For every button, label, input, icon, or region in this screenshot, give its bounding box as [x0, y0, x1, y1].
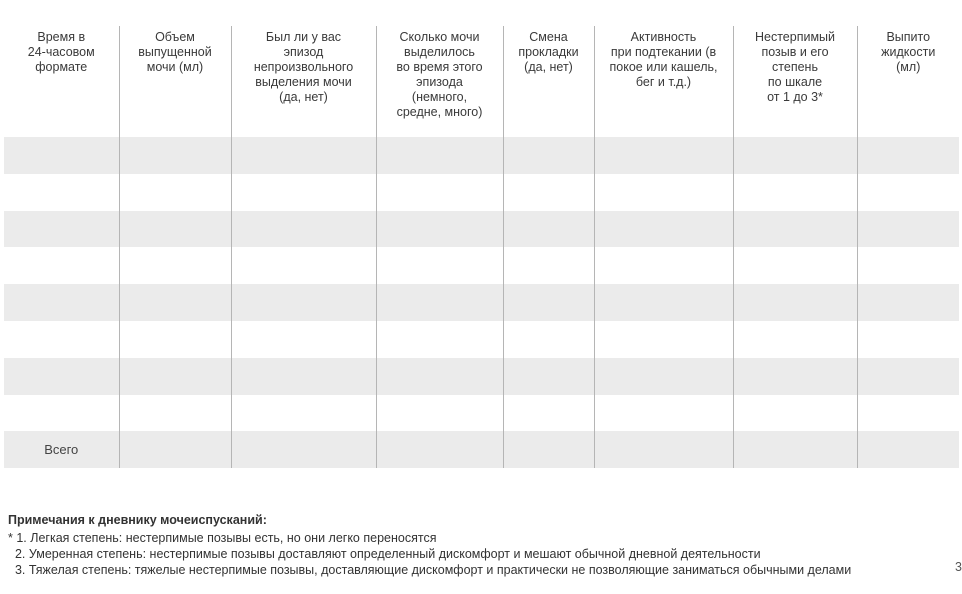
table-cell[interactable] — [119, 137, 231, 174]
table-row — [4, 247, 959, 284]
table-cell[interactable] — [119, 431, 231, 468]
table-cell[interactable] — [376, 284, 503, 321]
table-cell[interactable] — [857, 395, 959, 432]
table-cell[interactable] — [376, 247, 503, 284]
table-cell[interactable] — [857, 431, 959, 468]
table-cell[interactable] — [231, 395, 376, 432]
table-cell[interactable] — [4, 321, 119, 358]
table-cell[interactable] — [4, 395, 119, 432]
table-cell[interactable] — [376, 174, 503, 211]
notes-title: Примечания к дневнику мочеиспусканий: — [8, 513, 267, 527]
note-item-moderate: 2. Умеренная степень: нестерпимые позывы доставляют определенный дискомфорт и мешают обычной дневной деятельности — [8, 547, 761, 561]
table-cell[interactable] — [119, 174, 231, 211]
table-cell[interactable] — [231, 211, 376, 248]
table-cell[interactable] — [376, 431, 503, 468]
diary-notes — [8, 512, 851, 578]
table-cell[interactable] — [119, 395, 231, 432]
table-row — [4, 358, 959, 395]
header-activity: Активность при подтекании (в покое или кашель, бег и т.д.) — [594, 26, 733, 137]
table-cell[interactable] — [594, 395, 733, 432]
header-fluid-intake: Выпито жидкости (мл) — [857, 26, 959, 137]
header-urgency: Нестерпимый позыв и его степень по шкале от 1 до 3* — [733, 26, 857, 137]
table-cell[interactable] — [857, 321, 959, 358]
table-cell[interactable] — [857, 358, 959, 395]
table-cell[interactable] — [503, 247, 594, 284]
table-cell[interactable] — [4, 211, 119, 248]
table-cell[interactable] — [503, 358, 594, 395]
table-cell[interactable] — [503, 137, 594, 174]
table-row — [4, 137, 959, 174]
table-cell[interactable] — [503, 284, 594, 321]
table-cell[interactable] — [4, 137, 119, 174]
table-cell[interactable] — [594, 137, 733, 174]
table-cell[interactable] — [594, 431, 733, 468]
table-cell[interactable] — [376, 321, 503, 358]
table-cell[interactable] — [857, 137, 959, 174]
table-cell[interactable] — [733, 321, 857, 358]
table-cell[interactable] — [733, 431, 857, 468]
table-cell[interactable] — [733, 247, 857, 284]
table-cell[interactable] — [231, 431, 376, 468]
table-cell[interactable] — [857, 284, 959, 321]
table-cell[interactable] — [594, 284, 733, 321]
voiding-diary-table — [4, 26, 959, 468]
table-cell[interactable] — [231, 321, 376, 358]
header-urine-volume: Объем выпущенной мочи (мл) — [119, 26, 231, 137]
table-cell[interactable] — [119, 247, 231, 284]
table-cell[interactable] — [733, 395, 857, 432]
table-cell[interactable] — [119, 321, 231, 358]
table-cell[interactable] — [231, 137, 376, 174]
header-leak-amount: Сколько мочи выделилось во время этого эпизода (немного, средне, много) — [376, 26, 503, 137]
table-row — [4, 284, 959, 321]
table-cell[interactable] — [857, 174, 959, 211]
table-cell[interactable] — [4, 247, 119, 284]
table-cell[interactable] — [119, 211, 231, 248]
table-cell[interactable] — [231, 358, 376, 395]
table-cell[interactable] — [4, 284, 119, 321]
table-cell[interactable] — [503, 431, 594, 468]
table-cell[interactable] — [119, 358, 231, 395]
note-item-mild: * 1. Легкая степень: нестерпимые позывы есть, но они легко переносятся — [8, 531, 437, 545]
table-cell[interactable] — [733, 358, 857, 395]
table-cell[interactable] — [503, 174, 594, 211]
table-cell[interactable] — [4, 358, 119, 395]
table-cell[interactable] — [376, 211, 503, 248]
table-cell[interactable] — [857, 211, 959, 248]
table-row — [4, 174, 959, 211]
table-cell[interactable] — [733, 284, 857, 321]
table-cell[interactable] — [376, 395, 503, 432]
table-cell[interactable] — [594, 358, 733, 395]
table-cell[interactable] — [376, 137, 503, 174]
table-row — [4, 321, 959, 358]
table-cell[interactable] — [594, 321, 733, 358]
table-cell[interactable] — [503, 321, 594, 358]
table-cell[interactable] — [733, 174, 857, 211]
header-pad-change: Смена прокладки (да, нет) — [503, 26, 594, 137]
table-cell[interactable] — [594, 211, 733, 248]
table-cell[interactable] — [733, 211, 857, 248]
total-row — [4, 431, 959, 468]
table-cell[interactable] — [231, 284, 376, 321]
table-cell[interactable] — [594, 247, 733, 284]
table-cell[interactable] — [4, 174, 119, 211]
table-cell[interactable] — [376, 358, 503, 395]
note-item-severe: 3. Тяжелая степень: тяжелые нестерпимые позывы, доставляющие дискомфорт и практически не позволяющие заниматься обычными делами — [8, 563, 852, 577]
table-cell[interactable] — [857, 247, 959, 284]
table-cell[interactable] — [119, 284, 231, 321]
table-row — [4, 395, 959, 432]
page-number: 3 — [955, 560, 962, 574]
table-cell[interactable] — [231, 174, 376, 211]
table-cell[interactable] — [231, 247, 376, 284]
table-row — [4, 211, 959, 248]
header-time: Время в 24-часовом формате — [27, 30, 95, 74]
header-row — [4, 26, 959, 137]
table-cell[interactable] — [594, 174, 733, 211]
table-cell[interactable] — [503, 395, 594, 432]
header-leak-episode: Был ли у вас эпизод непроизвольного выделения мочи (да, нет) — [231, 26, 376, 137]
total-label: Всего — [4, 431, 119, 468]
table-cell[interactable] — [733, 137, 857, 174]
table-cell[interactable] — [503, 211, 594, 248]
